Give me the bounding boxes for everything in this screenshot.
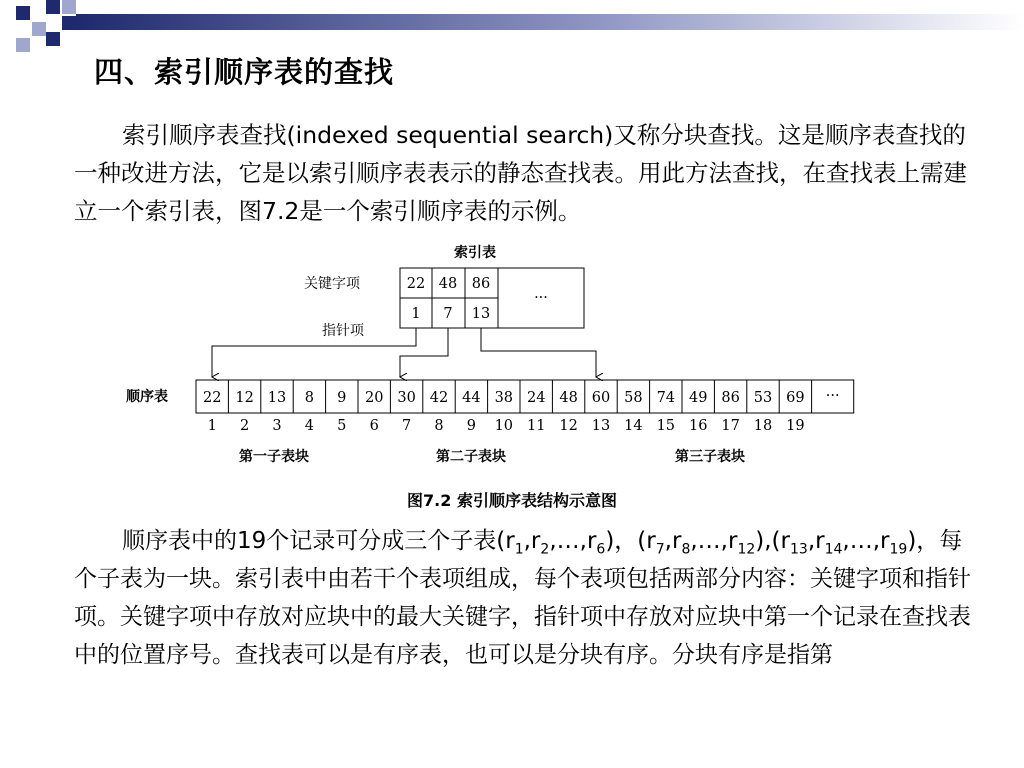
sequence-cell: 24 [526,390,546,406]
position-number: 5 [337,418,347,434]
sequence-cell: 58 [624,390,643,406]
position-number: 4 [304,418,315,434]
body-paragraph: 顺序表中的19个记录可分成三个子表$(r_1,r_2,\dots,r_6)$，$(r_7,r_8,\dots,r_{12}),(r_{13},r_{14},\dots,r_{19})$，每个子表为一块。索引表中由若干个表项组成，每个表项包括两部分内容：关键字项和指针项。关键字项中存放对应块中的最大关键字，指针项中存放对应块中第一个记录在查找表中的位置序号。查找表可以是有序表，也可以是分块有序。分块有序是指第 [74,528,971,668]
pointer-arrow [400,328,448,377]
position-number: 9 [466,418,477,434]
sequence-cell: 49 [688,390,708,406]
position-number: 2 [239,418,250,434]
sequence-cell: 86 [721,390,740,406]
sequence-ellipsis: ··· [825,388,840,404]
key-row-label: 关键字项 [304,276,360,292]
index-table-label: 索引表 [454,245,496,261]
index-pointer-cell: 1 [411,306,421,322]
sequence-cell: 69 [786,390,805,406]
sequence-cell: 38 [494,390,514,406]
position-number: 15 [656,418,676,434]
position-number: 3 [272,418,282,434]
position-number: 14 [624,418,643,434]
block-label: 第三子表块 [675,449,745,465]
position-number: 17 [721,418,740,434]
sequence-cell: 8 [304,390,315,406]
pointer-arrow [212,328,416,377]
sequence-table [196,380,854,434]
position-number: 13 [591,418,611,434]
index-key-cell: 22 [406,276,426,292]
index-pointer-cell: 7 [443,306,453,322]
block-label: 第二子表块 [436,449,506,465]
index-ellipsis: ··· [534,290,548,306]
sequence-cell: 60 [591,390,611,406]
sequence-cell: 74 [656,390,676,406]
position-number: 7 [401,418,412,434]
index-table [400,268,584,328]
position-number: 10 [494,418,514,434]
block-label: 第一子表块 [239,449,309,465]
sequence-cell: 48 [559,390,578,406]
sequence-cell: 30 [397,390,416,406]
sequence-cell: 53 [753,390,773,406]
index-key-cell: 86 [471,276,491,292]
sequence-cell: 44 [462,390,481,406]
sequence-table-label: 顺序表 [126,389,168,405]
sequence-cell: 42 [429,390,449,406]
index-key-cell: 48 [438,276,458,292]
position-number: 19 [786,418,805,434]
sequence-cell: 22 [202,390,222,406]
intro-paragraph: 索引顺序表查找(indexed sequential search)又称分块查找。这是顺序表查找的一种改进方法，它是以索引顺序表表示的静态查找表。用此方法查找，在查找表上需建立一个索引表，图7.2是一个索引顺序表的示例。 [74,121,967,225]
index-pointer-cell: 13 [471,306,491,322]
pointer-row-label: 指针项 [322,323,364,339]
position-number: 8 [434,418,444,434]
pointer-arrow [481,328,596,377]
position-number: 16 [688,418,708,434]
slide-title: 四、索引顺序表的查找 [94,55,395,89]
figure-caption: 图7.2 索引顺序表结构示意图 [407,491,617,510]
sequence-cell: 13 [267,390,287,406]
position-number: 11 [526,418,546,434]
sequence-cell: 9 [337,390,347,406]
position-number: 12 [559,418,578,434]
sequence-cell: 12 [235,390,254,406]
position-number: 1 [207,418,217,434]
position-number: 6 [369,418,379,434]
sequence-cell: 20 [364,390,384,406]
position-number: 18 [753,418,773,434]
